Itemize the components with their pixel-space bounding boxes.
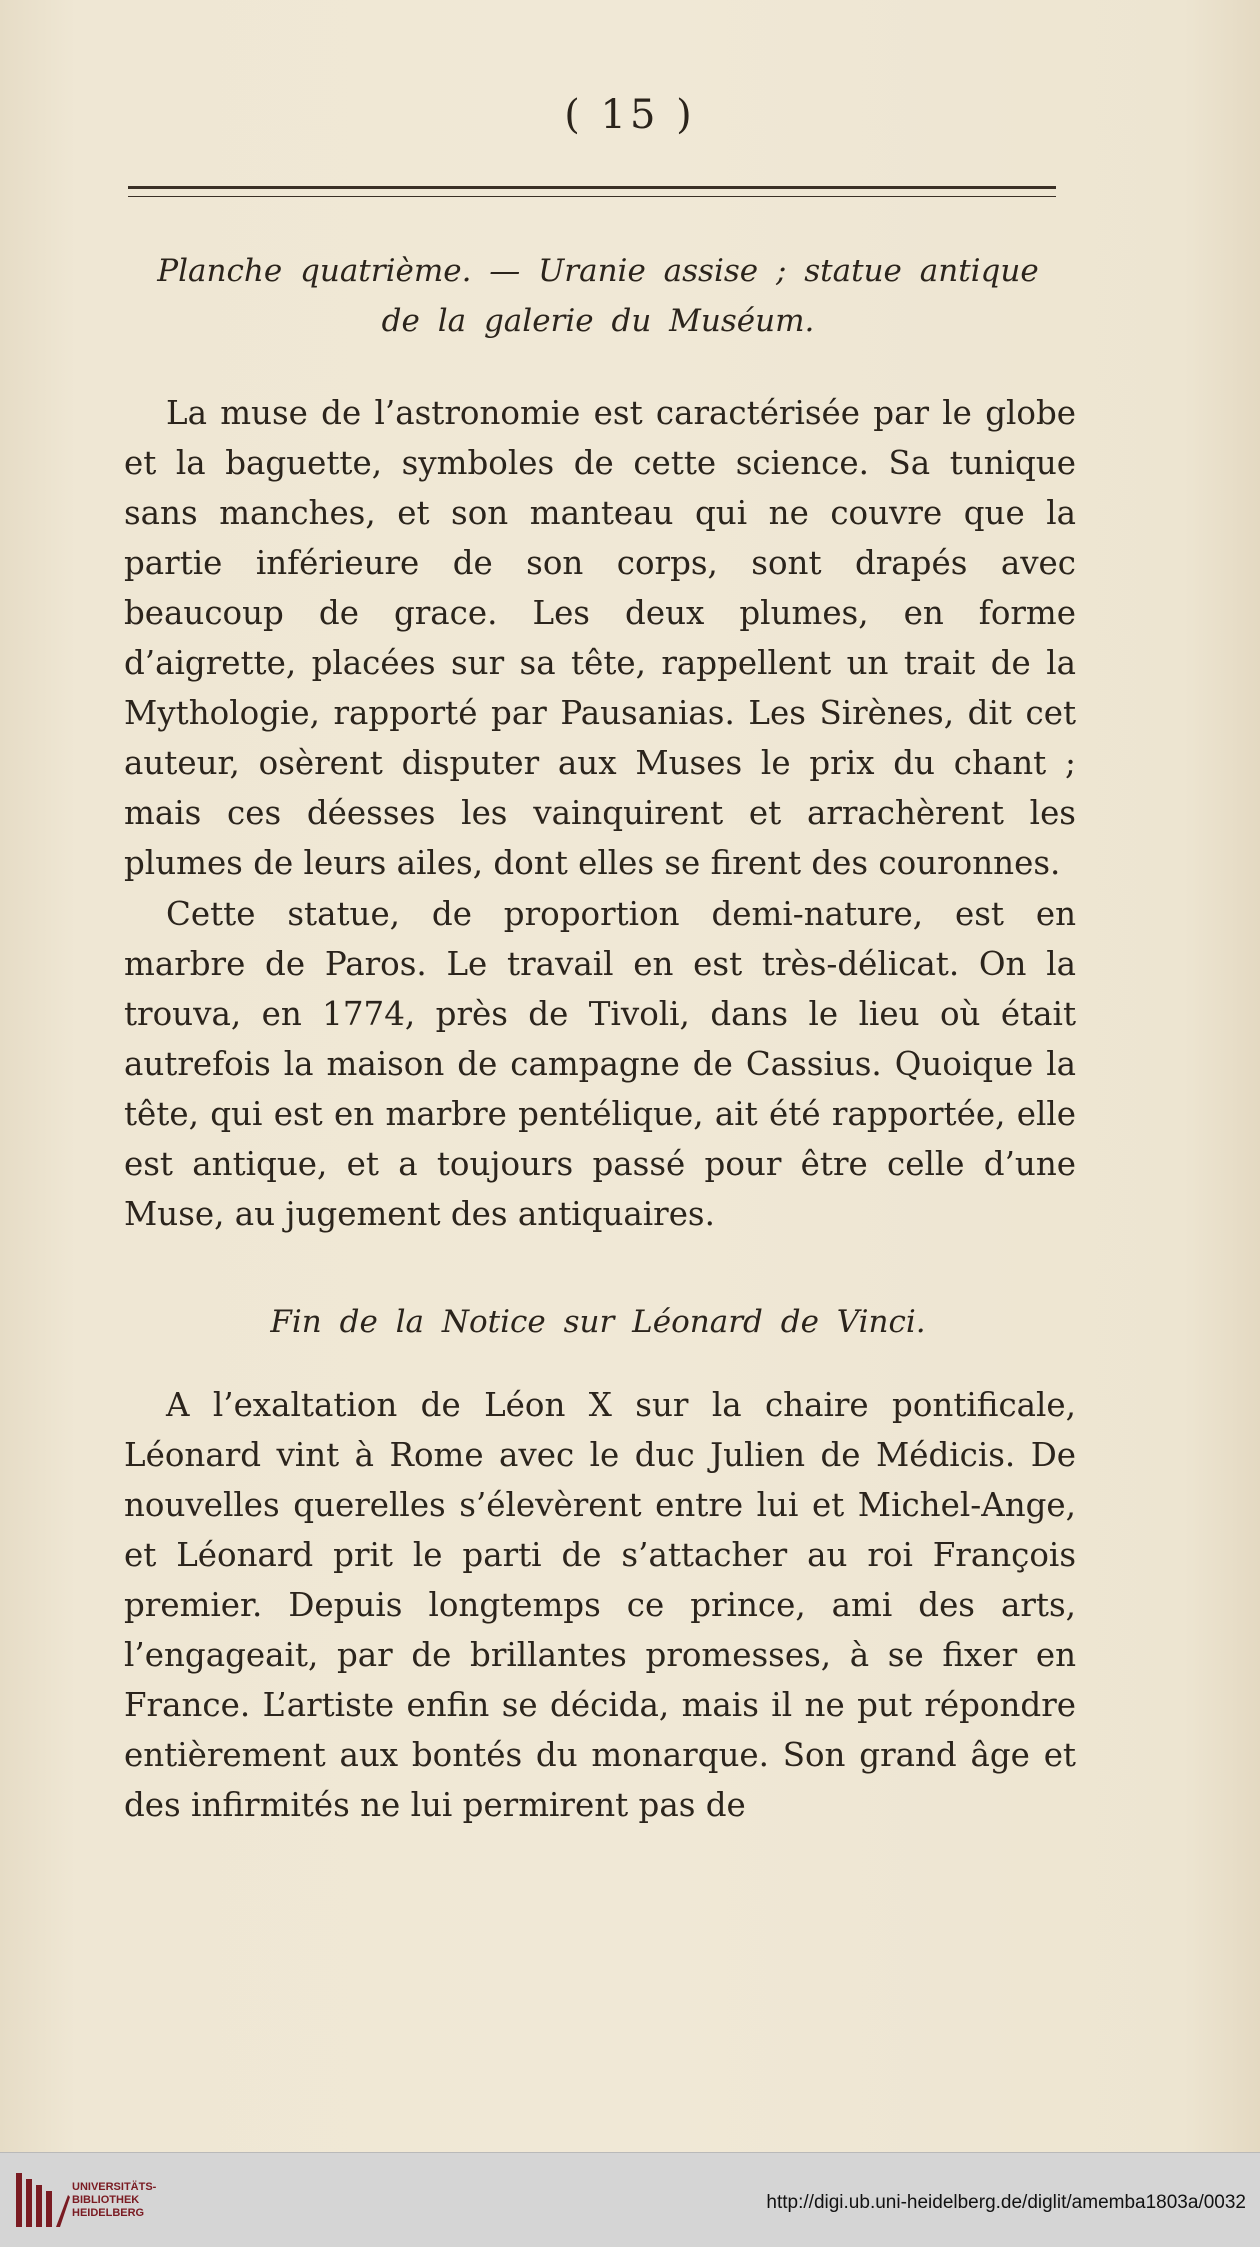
logo-line-2: BIBLIOTHEK: [72, 2194, 140, 2206]
logo-line-3: HEIDELBERG: [72, 2207, 145, 2219]
plate-caption: [128, 246, 1068, 346]
university-library-logo-icon: [12, 2165, 72, 2235]
library-logo-text: [72, 2181, 192, 2220]
header-rule-thick: [128, 186, 1056, 189]
source-url-link[interactable]: http://digi.ub.uni-heidelberg.de/diglit/amemba1803a/0032: [766, 2192, 1246, 2213]
paragraph-uranie-description: La muse de l’astronomie est caractérisée par le globe et la baguette, symboles de cette science. Sa tunique sans manches, et son manteau qui ne couvre que la partie inférieure de son corps, sont drapés avec beaucoup de grace. Les deux plumes, en forme d’aigrette, placées sur sa tête, rappellent un trait de la Mythologie, rapporté par Pausanias. Les Sirènes, dit cet auteur, osèrent disputer aux Muses le prix du chant ; mais ces déesses les vainquirent et arrachèrent les plumes de leurs ailes, dont elles se firent des couronnes.: [124, 394, 1076, 882]
page-number: ( 15 ): [564, 92, 696, 138]
plate-caption-line-1: Planche quatrième. — Uranie assise ; statue antique: [157, 253, 1039, 289]
paragraph-statue-history: Cette statue, de proportion demi-nature, est en marbre de Paros. Le travail en est très-délicat. On la trouva, en 1774, près de Tivoli, dans le lieu où était autrefois la maison de campagne de Cassius. Quoique la tête, qui est en marbre pentélique, ait été rapportée, elle est antique, et a toujours passé pour être celle d’une Muse, au jugement des antiquaires.: [124, 895, 1076, 1233]
header-rule-thin: [128, 196, 1056, 197]
plate-caption-line-2: de la galerie du Muséum.: [381, 303, 815, 339]
paragraph-leonard-rome: A l’exaltation de Léon X sur la chaire pontificale, Léonard vint à Rome avec le duc Julien de Médicis. De nouvelles querelles s’élevèrent entre lui et Michel-Ange, et Léonard prit le parti de s’attacher au roi François premier. Depuis longtemps ce prince, ami des arts, l’engageait, par de brillantes promesses, à se fixer en France. L’artiste enfin se décida, mais il ne put répondre entièrement aux bontés du monarque. Son grand âge et des infirmités ne lui permirent pas de: [124, 1386, 1076, 1824]
logo-line-1: UNIVERSITÄTS-: [72, 2181, 157, 2193]
section-heading-fin-notice: Fin de la Notice sur Léonard de Vinci.: [270, 1304, 926, 1340]
